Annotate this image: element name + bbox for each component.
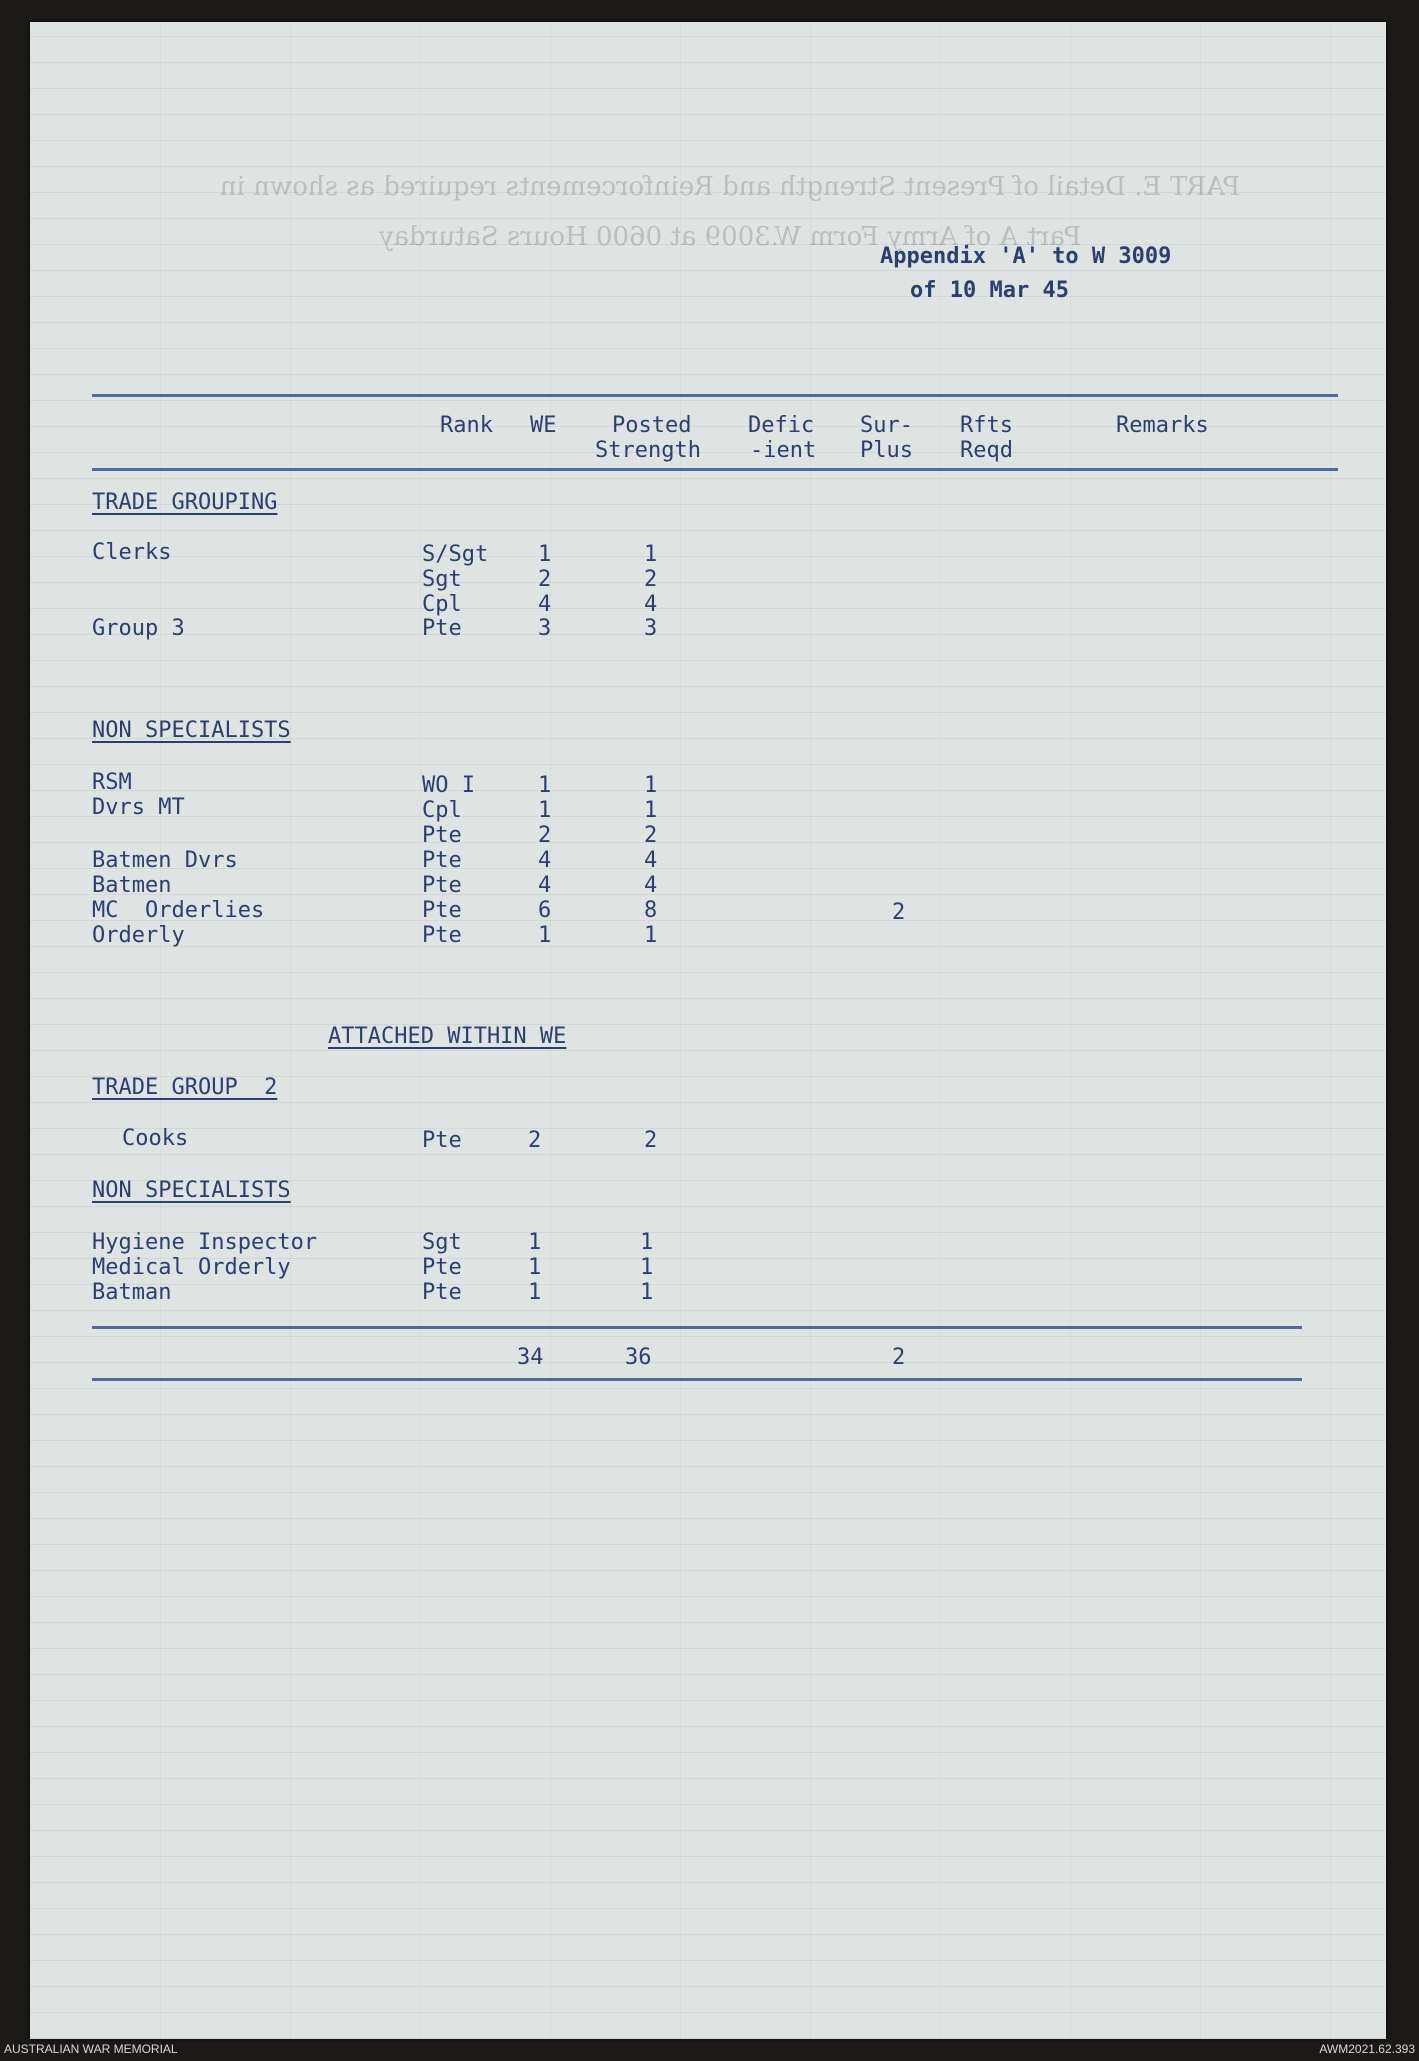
total-posted: 36 (625, 1345, 652, 1370)
header-rfts: Rfts (960, 413, 1013, 438)
header-bottom-rule (92, 468, 1338, 471)
totals-top-rule (92, 1326, 1302, 1329)
section-attached-within-we: ATTACHED WITHIN WE (328, 1024, 567, 1049)
header-plus: Plus (860, 438, 913, 463)
footer-accession-number: AWM2021.62.393 (1319, 2042, 1415, 2056)
footer-archive-label: AUSTRALIAN WAR MEMORIAL (4, 2042, 178, 2056)
header-sur: Sur- (860, 413, 913, 438)
section-non-specialists: NON SPECIALISTS (92, 718, 291, 743)
section-trade-group-2: TRADE GROUP 2 (92, 1075, 278, 1100)
header-defic: Defic (748, 413, 815, 438)
document-sheet: PART E. Detail of Present Strength and Reinforcements required as shown in Part A of Army Form W.3009 at 0600 Hours Saturday Appendix 'A' to W 3009 of 10 Mar 45 Rank WE Posted Strength Defic -ient Sur- Plus Rfts Reqd Remarks TRADE GROUPING Clerks S/Sgt 1 1 Sgt 2 2 Cpl 4 4 Group 3 Pte 3 3 NON SPECIALISTS RSM WO I 1 1 Dvrs MT Cpl 1 1 Pte 2 2 Batmen Dvrs Pte 4 4 Batmen Pte 4 4 MC Orderlies Pte 6 8 2 Orderly Pte 1 1 ATTACHED WITHIN WE TRADE GROUP 2 Cooks Pte 2 2 NON SPECIALISTS Hygiene Inspector Sgt 1 1 Medical Orderly Pte 1 1 Batman Pte 1 1 34 36 2 (30, 22, 1386, 2039)
header-strength: Strength (595, 438, 701, 463)
total-we: 34 (517, 1345, 544, 1370)
total-surplus: 2 (892, 1345, 906, 1370)
section-trade-grouping: TRADE GROUPING (92, 490, 278, 515)
header-reqd: Reqd (960, 438, 1013, 463)
header-ient: -ient (750, 438, 817, 463)
appendix-date: of 10 Mar 45 (910, 278, 1069, 303)
totals-bottom-rule (92, 1378, 1302, 1381)
section-non-specialists-2: NON SPECIALISTS (92, 1178, 291, 1203)
bleed-through-text: PART E. Detail of Present Strength and Reinforcements required as shown in (219, 172, 1241, 202)
header-rank: Rank (440, 413, 493, 438)
header-posted: Posted (612, 413, 692, 438)
bleed-through-text: Part A of Army Form W.3009 at 0600 Hours Saturday (378, 222, 1082, 252)
header-we: WE (530, 413, 557, 438)
header-remarks: Remarks (1116, 413, 1209, 438)
appendix-title: Appendix 'A' to W 3009 (880, 244, 1172, 269)
header-top-rule (92, 394, 1338, 397)
